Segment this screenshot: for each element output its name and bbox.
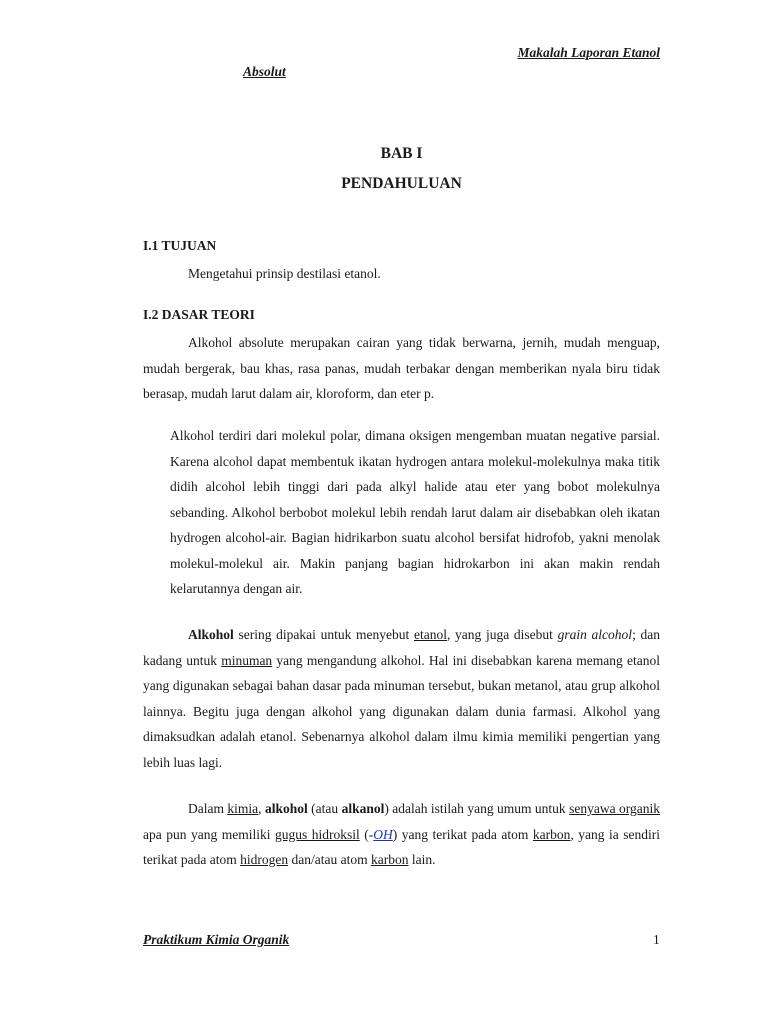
chapter-title: PENDAHULUAN	[341, 175, 462, 192]
term-alkanol: alkanol	[341, 801, 385, 816]
header-title-line1: Makalah Laporan Etanol	[517, 45, 660, 60]
paragraph-4: Dalam kimia, alkohol (atau alkanol) adalah istilah yang umum untuk senyawa organik apa pun yang memiliki gugus hidroksil (-OH) yang terikat pada atom karbon, yang ia sendiri terikat pada atom hidrogen dan/atau atom karbon lain.	[143, 801, 661, 867]
chapter-number: BAB I	[380, 145, 423, 162]
tujuan-text: Mengetahui prinsip destilasi etanol.	[188, 266, 381, 281]
page-number: 1	[653, 932, 660, 947]
link-kimia[interactable]: kimia	[227, 801, 259, 816]
paragraph-3: Alkohol sering dipakai untuk menyebut etanol, yang juga disebut grain alcohol; dan kadang untuk minuman yang mengandung alkohol. Hal ini disebabkan karena memang etanol yang digunakan sebagai bahan dasar pada minuman tersebut, bukan metanol, atau grup alkohol lainnya. Begitu juga dengan alkohol yang digunakan dalam dunia farmasi. Alkohol yang dimaksudkan adalah etanol. Sebenarnya alkohol dalam ilmu kimia memiliki pengertian yang lebih luas lagi.	[143, 627, 660, 770]
header-title-line2: Absolut	[243, 64, 286, 79]
link-karbon[interactable]: karbon	[532, 826, 571, 842]
link-gugus-hidroksil[interactable]: gugus hidroksil	[274, 826, 360, 842]
paragraph-1-text: Alkohol absolute merupakan cairan yang tidak berwarna, jernih, mudah menguap, mudah bergerak, bau khas, rasa panas, mudah terbakar dengan memberikan nyala biru tidak berasap, mudah larut dalam air, kloroform, dan eter p.	[143, 335, 660, 401]
section-heading-tujuan: I.1 TUJUAN	[143, 238, 217, 253]
link-minuman[interactable]: minuman	[221, 652, 273, 668]
link-oh[interactable]: OH	[373, 826, 393, 842]
section-heading-dasar-teori: I.2 DASAR TEORI	[143, 307, 255, 322]
term-alkohol: Alkohol	[188, 627, 234, 642]
link-etanol[interactable]: etanol	[413, 627, 447, 642]
link-karbon-2[interactable]: karbon	[370, 852, 409, 867]
link-senyawa-organik[interactable]: senyawa organik	[569, 801, 660, 816]
term-grain-alcohol: grain alcohol	[557, 627, 633, 642]
term-alkohol-2: alkohol	[264, 801, 308, 816]
paragraph-1	[143, 330, 660, 407]
link-hidrogen[interactable]: hidrogen	[240, 852, 289, 867]
footer-course-title: Praktikum Kimia Organik	[143, 932, 290, 947]
paragraph-2: Alkohol terdiri dari molekul polar, dimana oksigen mengemban muatan negative parsial. Karena alcohol dapat membentuk ikatan hydrogen antara molekul-molekulnya maka titik didih alcohol lebih tinggi dari pada alkyl halide atau eter yang bobot molekulnya sebanding. Alkohol berbobot molekul lebih rendah larut dalam air disebabkan oleh ikatan hydrogen alcohol-air. Bagian hidrikarbon suatu alcohol bersifat hidrofob, yakni menolak molekul-molekul air. Makin panjang bagian hidrokarbon ini akan makin rendah kelarutannya dengan air.	[170, 428, 660, 596]
